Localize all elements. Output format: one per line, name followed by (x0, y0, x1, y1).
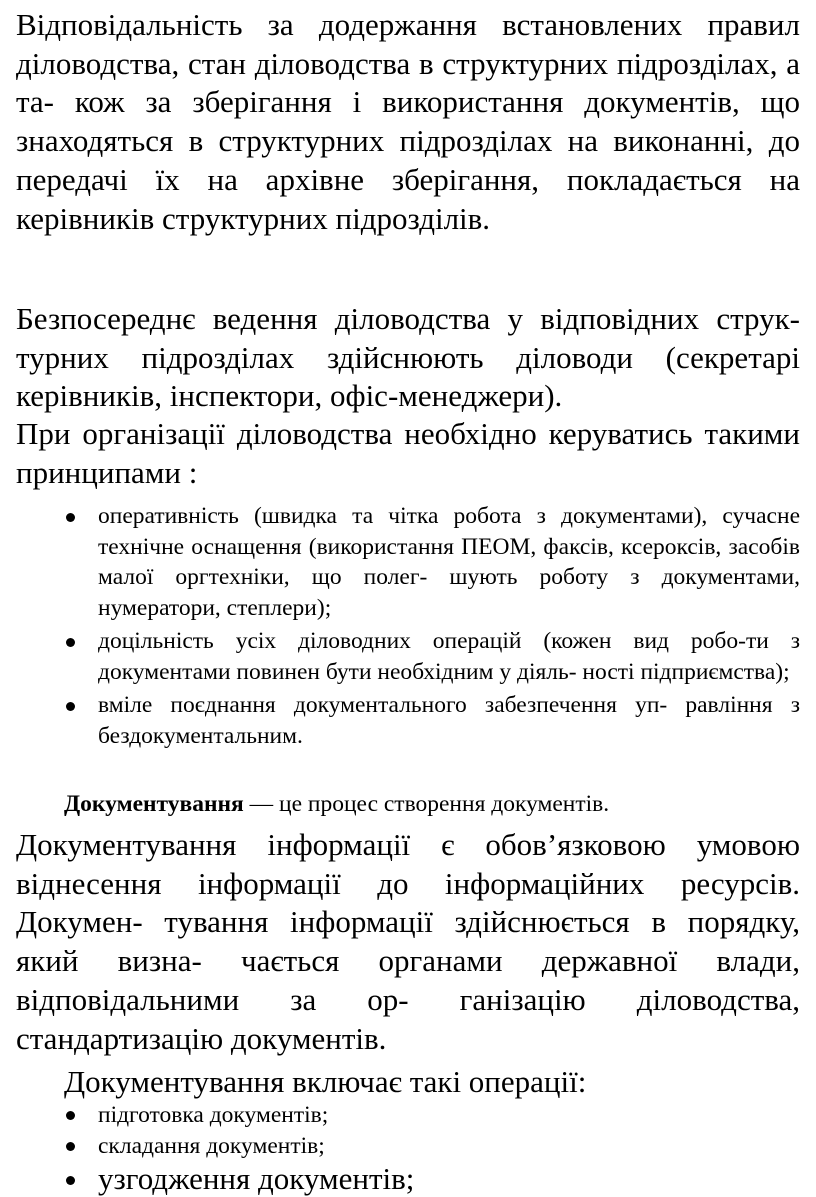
list-item-text: підготовка документів; (98, 1102, 329, 1128)
list-item-text: узгодження документів; (98, 1161, 415, 1196)
list-item (98, 1161, 800, 1197)
principles-list (98, 501, 800, 754)
bullet-icon (66, 1142, 75, 1151)
bullet-icon (66, 513, 75, 522)
paragraph-direct-management: Безпосереднє ведення діловодства у відповідних струк- турних підрозділах здійснюють діловоди (секретарі керівників, інспектори, офіс-менеджери). (16, 301, 800, 414)
bullet-icon (66, 1176, 75, 1185)
list-item (98, 501, 800, 623)
list-item-text: оперативність (швидка та чітка робота з документами), сучасне технічне оснащення (використання ПЕОМ, факсів, ксероксів, засобів малої оргтехніки, що полег- шують роботу з документами, нумератори, степлери); (98, 503, 800, 621)
bullet-icon (66, 1111, 75, 1120)
operations-list (98, 1100, 800, 1197)
list-item-text: вміле поєднання документального забезпечення уп- равління з бездокументальним. (98, 692, 800, 749)
definition-term: Документування (64, 791, 244, 817)
list-item (98, 690, 800, 751)
list-item-text: доцільність усіх діловодних операцій (кожен вид робо-ти з документами повинен бути необхідним у діяль- ності підприємства); (98, 628, 800, 685)
definition-text: — це процес створення документів. (243, 791, 610, 817)
list-item (98, 1100, 800, 1131)
paragraph-responsibility: Відповідальність за додержання встановлених правил діловодства, стан діловодства в структурних підрозділах, а та- кож за зберігання і використання документів, що знаходяться в структурних підрозділах на виконанні, до передачі їх на архівне зберігання, покладається на керівників структурних підрозділів. (16, 7, 800, 236)
bullet-icon (66, 702, 75, 711)
list-item-text: складання документів; (98, 1132, 325, 1159)
list-item (98, 1131, 800, 1162)
paragraph-principles-intro: При організації діловодства необхідно керуватись такими принципами : (16, 416, 800, 490)
bullet-icon (66, 638, 75, 647)
paragraph-documenting: Документування інформації є обов’язковою умовою віднесення інформації до інформаційних ресурсів. Докумен- тування інформації здійснюється в порядку, який визна- чається органами державної влади, відповідальними за ор- ганізацію діловодства, стандартизацію документів. (16, 827, 800, 1056)
paragraph-operations-intro: Документування включає такі операції: (64, 1064, 587, 1099)
list-item (98, 626, 800, 687)
definition-line (64, 789, 800, 820)
